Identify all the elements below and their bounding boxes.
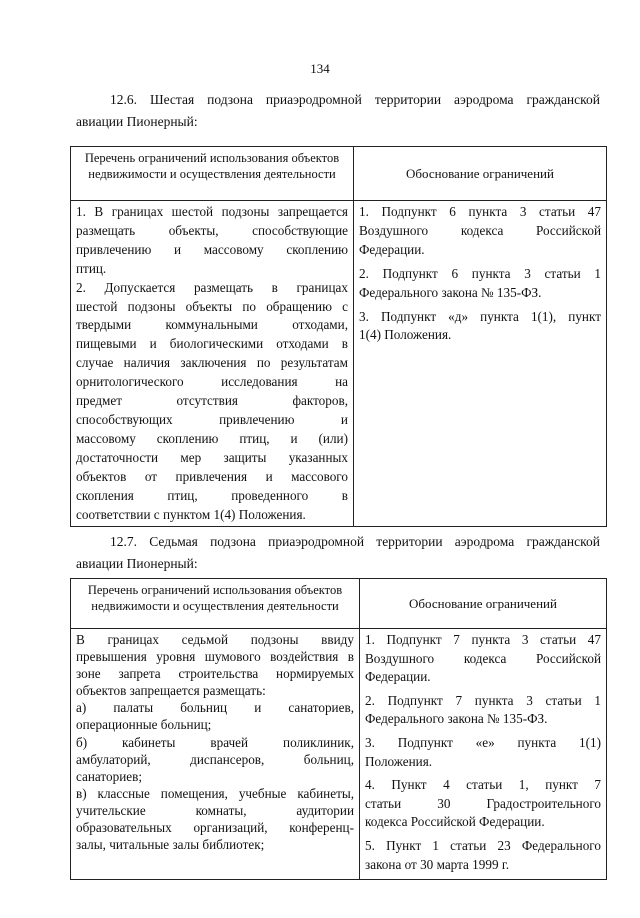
section-12-6-heading [76,89,600,133]
text-line: амбулаторий, диспансеров, больниц, [76,751,354,767]
text-line: Федерации. [359,241,425,257]
justification-item [359,203,601,260]
text-line: Федерации. [365,669,431,685]
justification-text [365,631,601,874]
header-restrictions: Перечень ограничений использования объектов недвижимости и осуществления деятельности [71,579,360,629]
text-line: объектов от привлечения и массового [76,468,348,484]
table-header-row [71,147,607,201]
restrictions-cell [71,201,354,527]
text-line: зоне запрета строительства нормируемых [76,666,354,682]
table-header-row [71,579,607,629]
heading-line: авиации Пионерный: [76,114,198,129]
text-line: пищевыми и биологическими отходами в [76,336,348,352]
justification-cell [354,201,607,527]
text-line: Воздушного кодекса Российской [365,650,601,666]
text-line: 5. Пункт 1 статьи 23 Федерального [365,837,601,853]
section-12-7-heading [76,531,600,575]
text-line: массовому скоплению птиц, и (или) [76,430,348,446]
text-line: соответствии с пунктом 1(4) Положения. [76,506,306,522]
text-line: превышения уровня шумового воздействия в [76,649,354,665]
text-line: учительские комнаты, аудитории [76,802,354,818]
text-line: 1. В границах шестой подзоны запрещается [76,204,348,219]
text-line: способствующих привлечению и [76,411,348,427]
text-line: твердыми коммунальными отходами, [76,317,348,333]
text-line: предмет отсутствия факторов, [76,393,348,409]
header-justification: Обоснование ограничений [360,579,607,629]
text-line: а) палаты больниц и санаториев, [76,700,354,716]
heading-line: 12.7. Седьмая подзона приаэродромной территории аэродрома гражданской [110,534,600,549]
text-line: птиц. [76,260,107,276]
text-line: 3. Подпункт «д» пункта 1(1), пункт [359,308,601,324]
text-line: В границах седьмой подзоны ввиду [76,632,354,647]
text-line: размещать объекты, способствующие [76,222,348,238]
justification-item [359,308,601,346]
justification-item [365,734,601,771]
text-line: объектов запрещается размещать: [76,683,266,699]
text-line: Воздушного кодекса Российской [359,222,601,238]
restrictions-cell [71,629,360,880]
header-restrictions: Перечень ограничений использования объектов недвижимости и осуществления деятельности [71,147,354,201]
text-line: достаточности мер защиты указанных [76,449,348,465]
justification-item [365,631,601,687]
header-justification: Обоснование ограничений [354,147,607,201]
text-line: 1(4) Положения. [359,327,452,343]
text-line: 3. Подпункт «е» пункта 1(1) [365,734,601,750]
text-line: шестой подзоны объекты по обращению с [76,298,348,314]
table-row [71,201,607,527]
text-line: Федерального закона № 135-ФЗ. [365,711,548,727]
text-line: статьи 30 Градостроительного [365,795,601,811]
restrictions-table-7 [70,578,607,880]
text-line: Положения. [365,753,433,769]
text-line: санаториев; [76,768,143,784]
text-line: 2. Подпункт 6 пункта 3 статьи 1 [359,265,601,281]
text-line: 4. Пункт 4 статьи 1, пункт 7 [365,777,601,793]
text-line: 2. Допускается размещать в границах [76,279,348,295]
text-line: в) классные помещения, учебные кабинеты, [76,785,354,801]
text-line: 2. Подпункт 7 пункта 3 статьи 1 [365,692,601,708]
justification-item [359,265,601,303]
table-row [71,629,607,880]
text-line: скопления птиц, проведенного в [76,487,348,503]
text-line: 1. Подпункт 6 пункта 3 статьи 47 [359,204,601,219]
justification-cell [360,629,607,880]
text-line: залы, читальные залы библиотек; [76,837,265,853]
heading-line: 12.6. Шестая подзона приаэродромной территории аэродрома гражданской [110,92,600,107]
justification-text [359,203,601,345]
text-line: кодекса Российской Федерации. [365,814,545,830]
page-number: 134 [310,61,330,76]
text-line: Федерального закона № 135-ФЗ. [359,284,542,300]
heading-line: авиации Пионерный: [76,556,198,571]
justification-item [365,837,601,874]
text-line: случае наличия заключения по результатам [76,355,348,371]
text-line: закона от 30 марта 1999 г. [365,856,510,872]
restrictions-text [76,631,354,853]
text-line: операционные больниц; [76,717,212,733]
justification-item [365,776,601,832]
text-line: привлечению и массовому скоплению [76,241,348,257]
justification-item [365,692,601,729]
text-line: образовательных организаций, конференц- [76,820,354,836]
restrictions-text [76,203,348,524]
restrictions-table-6 [70,146,607,527]
text-line: б) кабинеты врачей поликлиник, [76,734,354,750]
text-line: 1. Подпункт 7 пункта 3 статьи 47 [365,632,601,647]
text-line: орнитологического исследования на [76,374,348,390]
